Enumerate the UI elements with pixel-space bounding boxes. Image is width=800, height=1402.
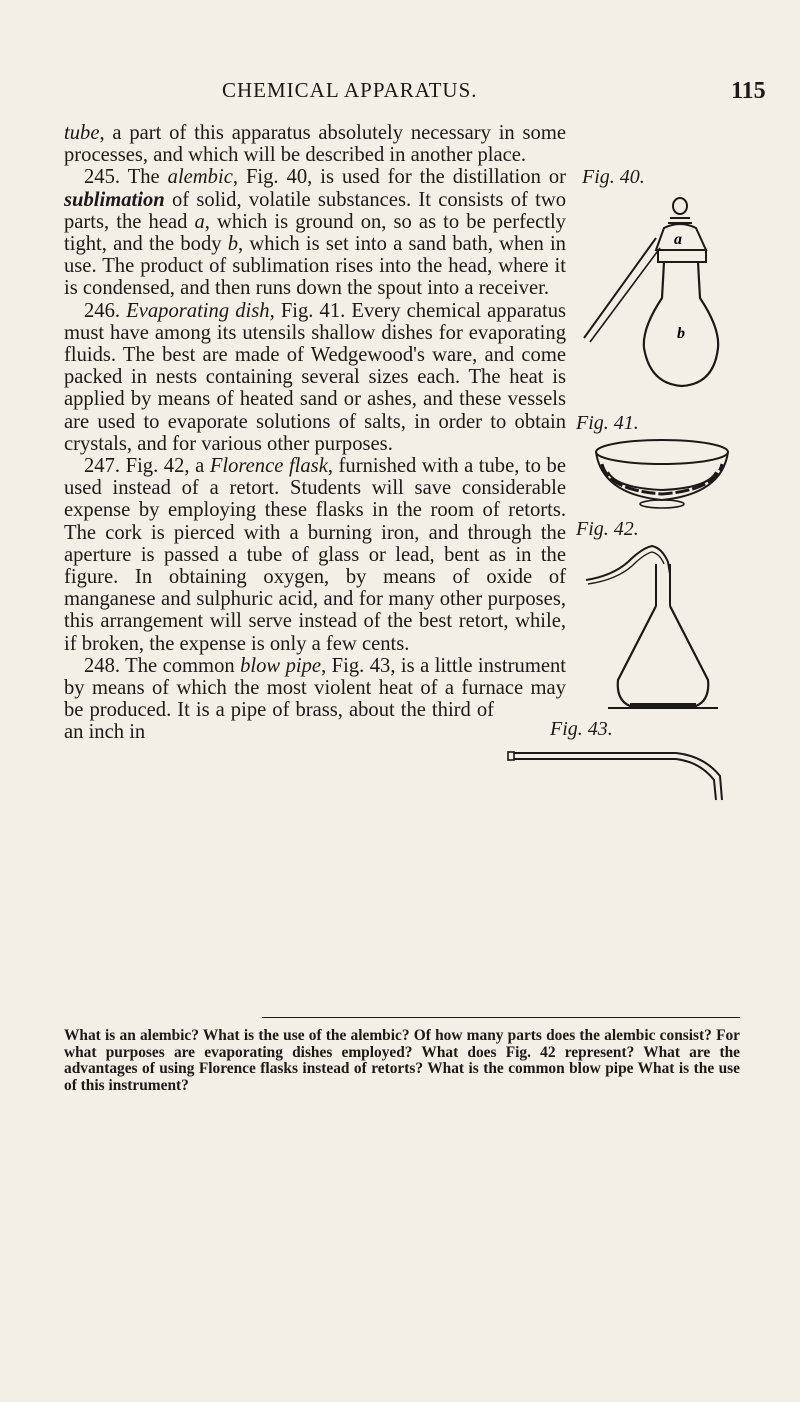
term-evaporating-dish: Evaporating dish xyxy=(126,299,270,322)
figure-42 xyxy=(572,518,740,718)
paragraph-247: 247. Fig. 42, a Florence flask, furnished with a tube, to be used instead of a retort. Students will save considerable expense by employing these flasks in the room of retorts. The cork is pierced with a burning iron, and through the aperture is passed a tube of glass or lead, bent as in the figure. In obtaining oxygen, by means of oxide of manganese and sulphuric acid, and for many other purposes, this arrangement will serve instead of the best retort, while, if broken, the expense is only a few cents. xyxy=(64,455,566,655)
term-alembic: alembic xyxy=(167,166,233,189)
figure-43 xyxy=(500,718,740,828)
florence-flask-illustration xyxy=(572,540,740,716)
review-questions: What is an alembic? What is the use of the alembic? Of how many parts does the alembic consist? For what purposes are evaporating dishes employed? What does Fig. 42 represent? What are the advantages of using Florence flasks instead of retorts? What is the common blow pipe What is the use of this instrument? xyxy=(64,1027,740,1094)
term-sublimation: sublimation xyxy=(64,188,165,211)
term-florence-flask: Florence flask xyxy=(209,455,328,478)
figure-42-label: Fig. 42. xyxy=(576,518,639,540)
paragraph-246: 246. Evaporating dish, Fig. 41. Every chemical apparatus must have among its utensils shallow dishes for evaporating fluids. The best are made of Wedgewood's ware, and come packed in nests containing several sizes each. The heat is applied by means of heated sand or ashes, and these vessels are used to evaporate solutions of salts, in order to obtain crystals, and for various other purposes. xyxy=(64,299,567,455)
section-number-246: 246. xyxy=(84,299,121,322)
term-blow-pipe: blow pipe xyxy=(240,654,322,677)
footnote-divider xyxy=(262,1017,740,1018)
part-a-label: a xyxy=(674,231,682,248)
paragraph-245: 245. The alembic, Fig. 40, is used for the distillation or sublimation of solid, volatile substances. It consists of two parts, the head a, which is ground on, so as to be perfectly tight, and the body b, which is set into a sand bath, when in use. The product of sublimation rises into the head, where it is condensed, and then runs down the spout into a receiver. xyxy=(64,166,566,300)
paragraph-intro: tube, a part of this apparatus absolutely necessary in some processes, and which will be described in another place. xyxy=(64,122,566,167)
body-text xyxy=(64,122,740,828)
figure-41 xyxy=(572,412,740,518)
figure-41-label: Fig. 41. xyxy=(576,412,639,434)
evaporating-dish-illustration xyxy=(572,434,740,518)
blow-pipe-illustration xyxy=(500,742,740,828)
part-b-label: b xyxy=(677,325,685,342)
section-number-247: 247. xyxy=(84,455,121,478)
page-header xyxy=(0,78,800,118)
running-head: CHEMICAL APPARATUS. xyxy=(222,78,478,102)
paragraph-248: 248. The common blow pipe, Fig. 43, is a little instrument by means of which the most violent heat of a furnace may be produced. It is a pipe of brass, about the third of an inch in xyxy=(64,654,566,744)
section-number-245: 245. xyxy=(84,166,121,189)
figure-40-label: Fig. 40. xyxy=(582,166,645,188)
section-number-248: 248. xyxy=(84,654,121,677)
page-number: 115 xyxy=(731,78,766,104)
figure-40 xyxy=(572,166,740,412)
term-tube: tube xyxy=(64,122,100,144)
figure-43-label: Fig. 43. xyxy=(550,718,613,740)
alembic-illustration xyxy=(572,188,740,414)
